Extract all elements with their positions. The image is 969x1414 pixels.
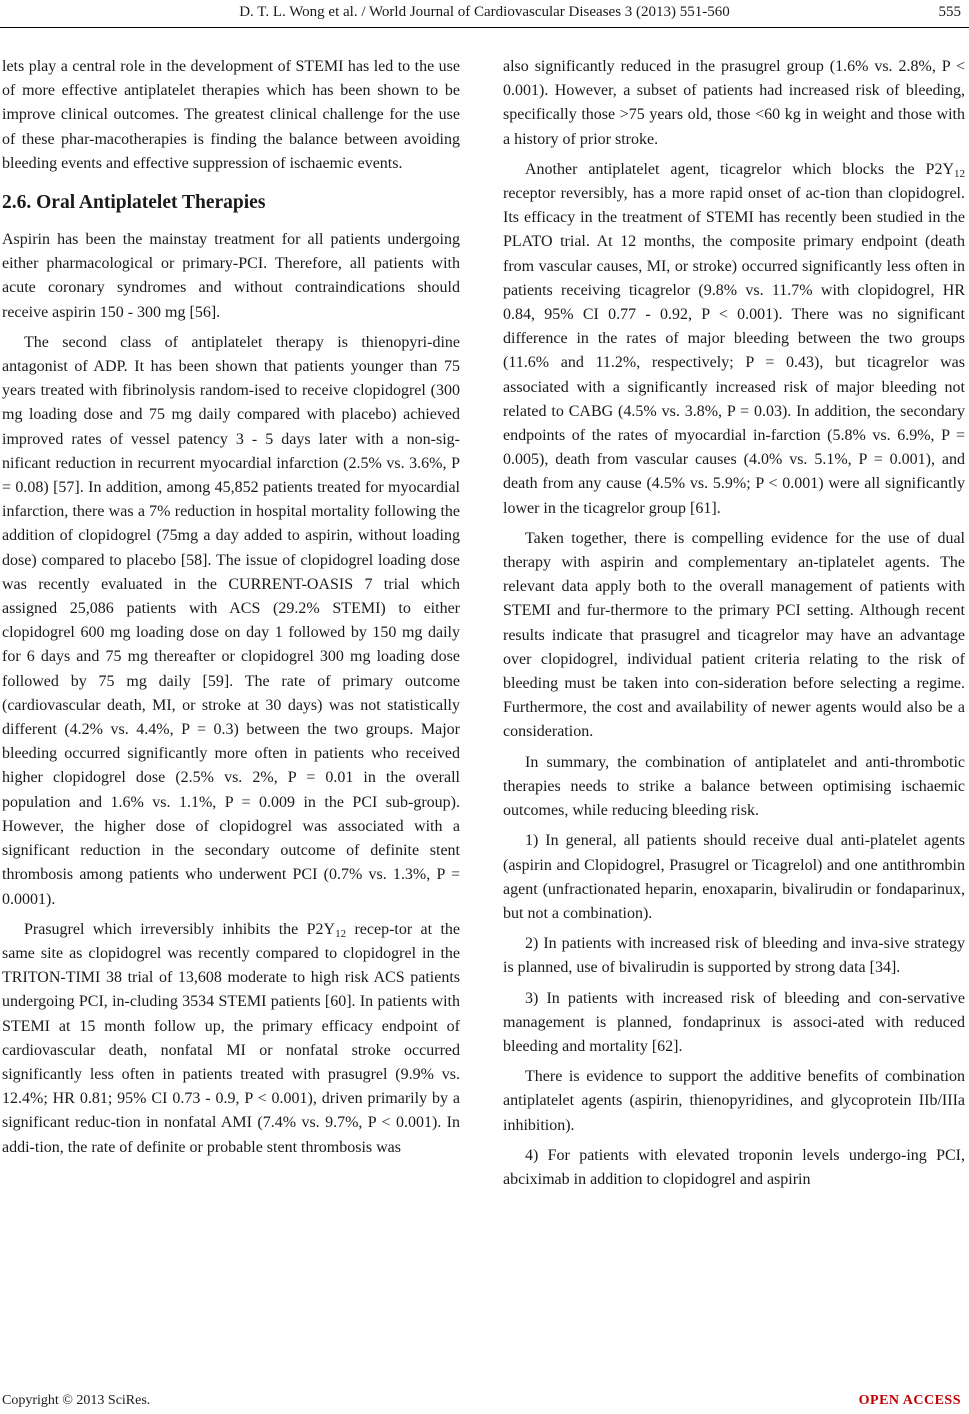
paragraph [2, 918, 460, 1160]
paragraph-text: receptor reversibly, has a more rapid onset of ac-tion than clopidogrel. Its efficacy in the treatment of STEMI has recently been studied in the PLATO trial. At 12 months, the composite primary endpoint (death from vascular causes, MI, or stroke) occurred significantly less often in patients receiving ticagrelor (9.8% vs. 11.7% with clopidogrel, HR 0.84, 95% CI 0.77 - 0.92, P < 0.001). There was no significant difference in the rates of major bleeding between the two groups (11.6% and 11.2%, respectively; P = 0.43), but ticagrelor was associated with a significantly increased risk of major bleeding not related to CABG (4.5% vs. 3.8%, P = 0.03). In addition, the secondary endpoints of the rates of myocardial in-farction (5.8% vs. 6.9%, P = 0.005), death from vascular causes (4.0% vs. 5.1%, P = 0.001), and death from any cause (4.5% vs. 5.9%; P < 0.001) were all significantly lower in the ticagrelor group [61]. [503, 185, 965, 517]
paragraph: The second class of antiplatelet therapy is thienopyri-dine antagonist of ADP. It has been shown that patients younger than 75 years treated with fibrinolysis random-ised to receive clopidogrel (300 mg loading dose and 75 mg daily compared with placebo) achieved improved rates of vessel patency 3 - 5 days later with a non-sig-nificant reduction in recurrent myocardial infarction (2.5% vs. 3.6%, P = 0.08) [57]. In addition, among 45,852 patients treated for myocardial infarction, there was a 7% reduction in hospital mortality following the addition of clopidogrel (75mg a day added to aspirin, without loading dose) compared to placebo [58]. The issue of clopidogrel loading dose was recently evaluated in the CURRENT-OASIS 7 trial which assigned 25,086 patients with ACS (29.2% STEMI) to either clopidogrel 600 mg loading dose on day 1 followed by 150 mg daily for 6 days and 75 mg thereafter or clopidogrel 300 mg loading dose followed by 75 mg daily [59]. The rate of primary outcome (cardiovascular death, MI, or stroke at 30 days) was not statistically different (4.2% vs. 4.4%, P = 0.3) between the two groups. Major bleeding occurred significantly more often in patients who received higher clopidogrel dose (2.5% vs. 2%, P = 0.01 in the overall population and 1.6% vs. 1.1%, P = 0.009 in the PCI sub-group). However, the higher dose of clopidogrel was associated with a significant reduction in the secondary outcome of definite stent thrombosis among patients who underwent PCI (0.7% vs. 1.3%, P = 0.0001). [2, 333, 460, 908]
paragraph [503, 158, 965, 521]
page-footer [0, 1389, 969, 1411]
paragraph: 4) For patients with elevated troponin levels undergo-ing PCI, abciximab in addition to clopidogrel and aspirin [503, 1146, 965, 1188]
open-access-label: OPEN ACCESS [858, 1393, 961, 1408]
section-heading: 2.6. Oral Antiplatelet Therapies [2, 192, 266, 214]
paragraph: There is evidence to support the additive benefits of combination antiplatelet agents (aspirin, thienopyridines, and glycoprotein IIb/IIIa inhibition). [503, 1068, 965, 1134]
left-column [2, 55, 460, 1166]
right-column [503, 55, 965, 1198]
header-rule [0, 27, 969, 28]
paragraph: Aspirin has been the mainstay treatment for all patients undergoing either pharmacological or primary-PCI. Therefore, all patients with acute coronary syndromes and without contraindications should receive aspirin 150 - 300 mg [56]. [2, 231, 460, 321]
page-header [0, 0, 969, 30]
paragraph: In summary, the combination of antiplatelet and anti-thrombotic therapies needs to strike a balance between optimising ischaemic outcomes, while reducing bleeding risk. [503, 753, 965, 820]
subscript: 12 [335, 927, 347, 940]
paragraph: Taken together, there is compelling evidence for the use of dual therapy with aspirin and complementary an-tiplatelet agents. The relevant data apply both to the overall management of patients with STEMI and fur-thermore to the primary PCI setting. Although recent results indicate that prasugrel and ticagrelor may have an advantage over clopidogrel, individual patient criteria relating to the risk of bleeding must be taken into con-sideration before selecting a regime. Furthermore, the cost and availability of newer agents would also be a consideration. [503, 529, 965, 741]
paragraph-text: Another antiplatelet agent, ticagrelor which blocks the P2Y [525, 160, 954, 178]
subscript: 12 [954, 167, 965, 180]
paragraph: 1) In general, all patients should receive dual anti-platelet agents (aspirin and Clopidogrel, Prasugrel or Ticagrelol) and one antithrombin agent (unfractionated heparin, enoxaparin, bivalirudin or fondaparinux, but not a combination). [503, 832, 965, 922]
running-head: D. T. L. Wong et al. / World Journal of Cardiovascular Diseases 3 (2013) 551-560 [239, 4, 730, 20]
copyright-notice: Copyright © 2013 SciRes. [2, 1393, 151, 1408]
paragraph: 3) In patients with increased risk of bleeding and con-servative management is planned, fondaprinux is associ-ated with reduced bleeding and mortality [62]. [503, 989, 965, 1055]
paragraph: also significantly reduced in the prasugrel group (1.6% vs. 2.8%, P < 0.001). However, a subset of patients had increased risk of bleeding, specifically those >75 years old, those <60 kg in weight and those with a history of prior stroke. [503, 58, 965, 148]
paragraph: lets play a central role in the development of STEMI has led to the use of more effective antiplatelet therapies which has been shown to be improve clinical outcomes. The greatest clinical challenge for the use of these phar-macotherapies is finding the balance between avoiding bleeding events and effective suppression of ischaemic events. [2, 58, 460, 172]
paragraph-text: Prasugrel which irreversibly inhibits the P2Y [24, 920, 336, 938]
paragraph-text: recep-tor at the same site as clopidogrel was recently compared to clopidogrel in the TRITON-TIMI 38 trial of 13,608 moderate to high risk ACS patients undergoing PCI, in-cluding 3534 STEMI patients [60]. In patients with STEMI at 15 month follow up, the primary efficacy endpoint of cardiovascular death, nonfatal MI or nonfatal stroke occurred significantly less often in patients treated with prasugrel (9.9% vs. 12.4%; HR 0.81; 95% CI 0.73 - 0.9, P < 0.001), driven primarily by a significant reduc-tion in nonfatal AMI (7.4% vs. 9.7%, P < 0.001). In addi-tion, the rate of definite or probable stent thrombosis was [2, 920, 460, 1156]
page-number: 555 [938, 4, 961, 20]
paragraph: 2) In patients with increased risk of bleeding and inva-sive strategy is planned, use of bivalirudin is supported by strong data [34]. [503, 935, 965, 977]
